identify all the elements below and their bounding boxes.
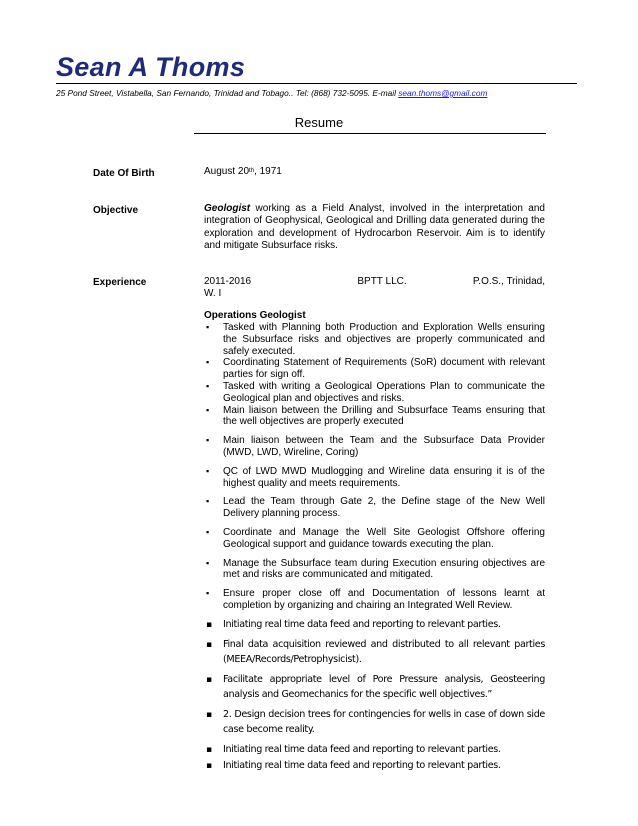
list-item: ▪ Tasked with writing a Geological Operations Plan to communicate the Geological plan and objectives and risks. (206, 380, 545, 404)
list-item: ▪ QC of LWD MWD Mudlogging and Wireline data ensuring it is of the highest quality and meets requirements. (206, 465, 545, 489)
bullet-icon: ▪ (206, 619, 212, 630)
contact-line (56, 88, 487, 98)
list-item: ▪ Ensure proper close off and Documentation of lessons learnt at completion by organizing and chairing an Integrated Well Review. (206, 588, 545, 611)
bullet-icon: ▪ (206, 557, 210, 568)
duties-list (204, 322, 545, 773)
list-item: ▪ Coordinating Statement of Requirements (SoR) document with relevant parties for sign off. (206, 357, 545, 381)
resume-name: Sean A Thoms (56, 52, 246, 82)
experience-company: BPTT LLC. (357, 276, 407, 287)
dob-label: Date Of Birth (93, 168, 155, 179)
experience-header (204, 276, 545, 301)
role-title: Operations Geologist (204, 310, 306, 321)
objective-body: working as a Field Analyst, involved in the interpretation and integration of Geophysical, Geological and Drilling data generated during the exploration and development of Hydrocarbon Reservoir. Aim is to identify and mitigate Subsurface risks. (204, 203, 545, 252)
list-item: ▪ Manage the Subsurface team during Execution ensuring objectives are met and risks are communicated and mitigated. (206, 557, 545, 581)
list-item: ▪ Coordinate and Manage the Well Site Geologist Offshore offering Geological support and guidance towards executing the plan. (206, 526, 545, 550)
bullet-icon: ▪ (206, 380, 210, 391)
bullet-icon: ▪ (206, 760, 212, 771)
bullet-icon: ▪ (206, 322, 210, 332)
email-link[interactable]: sean.thoms@gmail.com (398, 88, 488, 98)
document-title: Resume (294, 115, 344, 130)
contact-text: 25 Pond Street, Vistabella, San Fernando, Trinidad and Tobago.. Tel: (868) 732-5095. E-mail (56, 88, 399, 98)
dob-value (204, 166, 545, 178)
experience-location-cont: W. I (204, 288, 222, 300)
list-item: ▪ Initiating real time data feed and reporting to relevant parties. (204, 758, 545, 773)
bullet-icon: ▪ (206, 744, 212, 755)
experience-years: 2011-2016 (204, 276, 252, 287)
bullet-icon: ▪ (206, 526, 210, 537)
list-item: ▪ Main liaison between the Drilling and Subsurface Teams ensuring that the well objectives are properly executed (206, 404, 545, 428)
list-item: ▪ Main liaison between the Team and the Subsurface Data Provider (MWD, LWD, Wireline, Coring) (206, 435, 545, 458)
title-rule (194, 133, 546, 134)
objective-lead: Geologist (204, 203, 251, 214)
header-rule (56, 83, 577, 84)
dob-suffix: th (249, 168, 255, 174)
bullet-icon: ▪ (206, 674, 212, 685)
list-item: ▪ Facilitate appropriate level of Pore Pressure analysis, Geosteering analysis and Geomechanics for the specific well objectives.” (206, 673, 545, 700)
objective-label: Objective (93, 205, 139, 216)
list-item: ▪ Initiating real time data feed and reporting to relevant parties. (204, 742, 545, 757)
dob-year: , 1971 (254, 166, 282, 177)
bullet-icon: ▪ (206, 709, 212, 720)
bullet-icon: ▪ (206, 588, 210, 599)
bullet-icon: ▪ (206, 404, 210, 415)
objective-text (204, 203, 545, 253)
experience-location: P.O.S., Trinidad, (472, 276, 545, 287)
experience-label: Experience (93, 277, 147, 288)
list-item: ▪ Final data acquisition reviewed and distributed to all relevant parties (MEEA/Records/Petrophysicist). (206, 638, 545, 665)
bullet-icon: ▪ (206, 357, 210, 368)
bullet-icon: ▪ (206, 435, 210, 446)
list-item: ▪ 2. Design decision trees for contingencies for wells in case of down side case become reality. (206, 708, 545, 735)
bullet-icon: ▪ (206, 639, 212, 650)
bullet-icon: ▪ (206, 465, 210, 476)
dob-date: August 20 (204, 166, 250, 177)
list-item: ▪ Tasked with Planning both Production and Exploration Wells ensuring the Subsurface risks and objectives are properly communicated and safely executed. (206, 322, 545, 357)
bullet-icon: ▪ (206, 496, 210, 507)
list-item: ▪ Initiating real time data feed and reporting to relevant parties. (204, 617, 545, 632)
list-item: ▪ Lead the Team through Gate 2, the Define stage of the New Well Delivery planning process. (206, 496, 545, 520)
